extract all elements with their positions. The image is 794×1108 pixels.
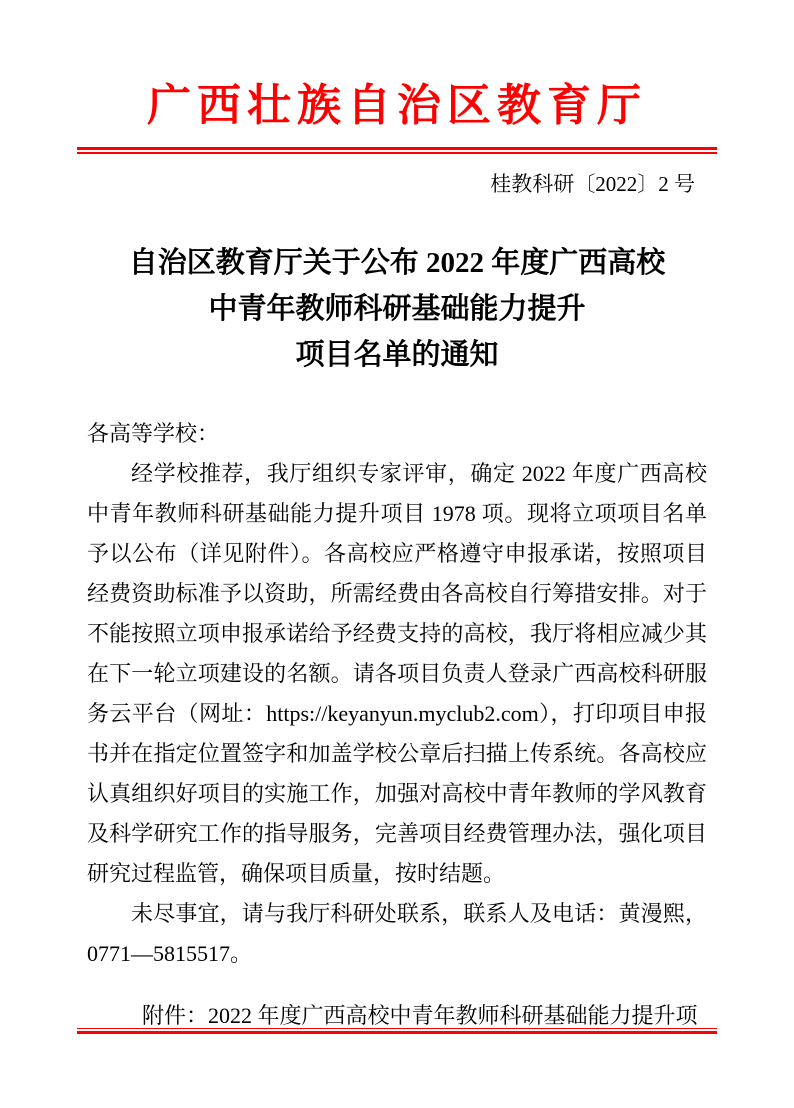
- red-footer-double-rule: [77, 1028, 717, 1034]
- body-paragraph-main: 经学校推荐，我厅组织专家评审，确定 2022 年度广西高校中青年教师科研基础能力提升项目 1978 项。现将立项项目名单予以公布（详见附件）。各高校应严格遵守申报承诺，按照项目经费资助标准予以资助，所需经费由各高校自行筹措安排。对于不能按照立项申报承诺给予经费支持的高校，我厅将相应减少其在下一轮立项建设的名额。请各项目负责人登录广西高校科研服务云平台（网址：https://keyanyun.myclub2.com），打印项目申报书并在指定位置签字和加盖学校公章后扫描上传系统。各高校应认真组织好项目的实施工作，加强对高校中青年教师的学风教育及科学研究工作的指导服务，完善项目经费管理办法，强化项目研究过程监管，确保项目质量，按时结题。: [87, 461, 707, 886]
- red-header-double-rule: [77, 147, 717, 154]
- document-number: 桂教科研〔2022〕2 号: [490, 172, 695, 196]
- notice-title: [0, 240, 794, 378]
- notice-title-line-1: 自治区教育厅关于公布 2022 年度广西高校: [128, 247, 666, 279]
- notice-title-line-3: 项目名单的通知: [295, 339, 499, 371]
- attachment-reference-line: 附件：2022 年度广西高校中青年教师科研基础能力提升项: [142, 1003, 698, 1028]
- agency-name-header: 广西壮族自治区教育厅: [147, 81, 647, 130]
- notice-title-line-2: 中青年教师科研基础能力提升: [208, 293, 586, 325]
- body-paragraph-contact: 未尽事宜，请与我厅科研处联系，联系人及电话：黄漫熙，0771—5815517。: [87, 901, 707, 966]
- notice-body: [87, 414, 707, 1036]
- salutation-line: 各高等学校：: [87, 421, 220, 446]
